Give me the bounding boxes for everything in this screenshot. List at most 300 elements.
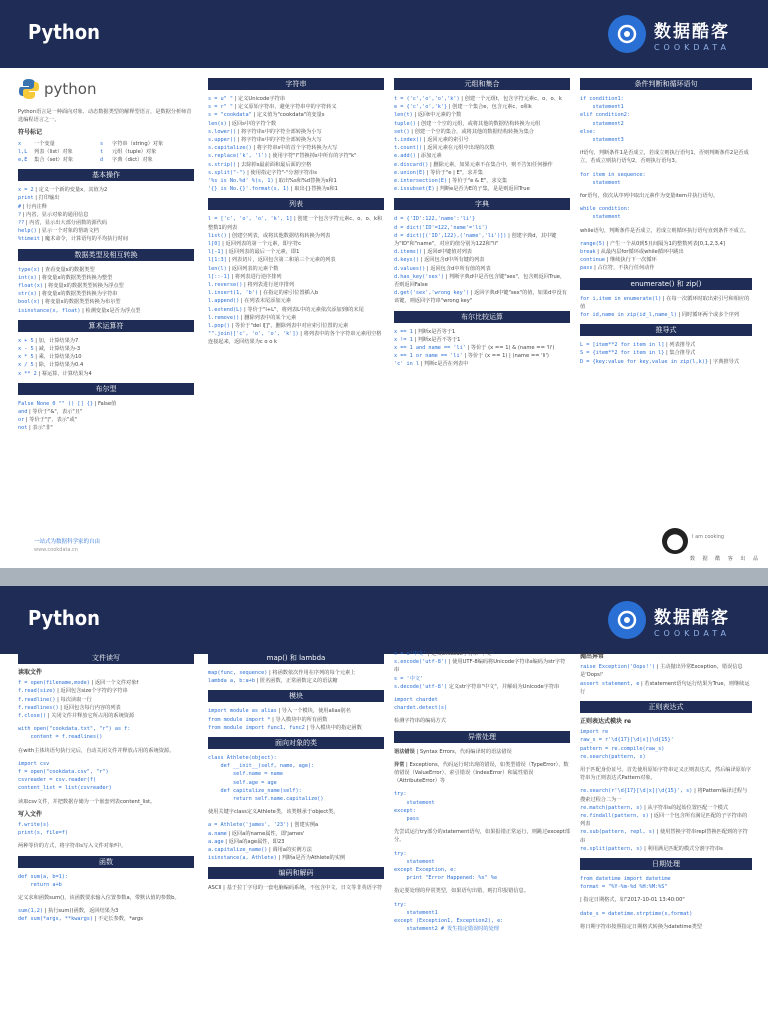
csv-code <box>18 760 194 793</box>
symbol-key: s <box>100 140 104 147</box>
list-item <box>394 256 570 264</box>
code-line: try: <box>394 791 407 798</box>
description: | 判断a是否为Athlete的实例 <box>278 855 346 862</box>
list-item <box>18 345 194 353</box>
list-item <box>18 687 194 695</box>
section-enumerate-title: enumerate() 和 zip() <box>580 278 752 290</box>
list-item <box>208 120 384 128</box>
description: | 等价于"e | E"，求并集 <box>426 169 483 176</box>
list-item <box>208 281 384 289</box>
list-item <box>394 185 570 193</box>
python-logo <box>18 78 194 100</box>
brand-name: 数据酷客 <box>653 21 730 42</box>
code-snippet: re.sub(pattern, repl, s) <box>580 829 655 836</box>
description: | 将变量x的数据类型转换为字符串 <box>38 291 118 298</box>
with-text: 在with主体块语句执行完后，自动关闭文件并释放占用的系统资源。 <box>18 747 175 754</box>
description: | 创建一个元组t，包含字符元素c、o、o、k <box>461 96 562 102</box>
description: | 定义值为"cookdata"的变量s <box>253 112 325 119</box>
code-snippet: for id,name in zip(id_l,name_l) <box>580 312 677 319</box>
list-item <box>208 330 384 346</box>
symbol-row <box>18 156 194 164</box>
code-snippet: break <box>580 249 596 256</box>
description: | 将变量x的数据类型转换为布尔型 <box>41 299 121 306</box>
list-item <box>18 400 194 408</box>
code-snippet: e.add() <box>394 153 416 160</box>
code-snippet: l.append() <box>208 298 240 305</box>
code-line: print "Error Happened: %s" %e <box>394 875 498 882</box>
try-text-2: 指定要处理的异常类型，如果语句出错，则打印报错信息。 <box>394 888 529 895</box>
code-snippet: x ** 2 <box>18 370 37 377</box>
footer-url: www.cookdata.cn <box>34 547 78 553</box>
code-snippet: re.match(pattern, s) <box>580 804 643 811</box>
list-item <box>394 136 570 144</box>
page-title: Python <box>28 606 100 630</box>
raise-list <box>580 663 752 696</box>
python-logo-icon <box>18 78 40 100</box>
list-item <box>394 177 570 185</box>
for-code <box>580 171 752 187</box>
list-item <box>394 152 570 160</box>
description: | 查看变量x的数据类型 <box>41 266 95 273</box>
code-line: return a+b <box>18 881 62 888</box>
list-item <box>580 787 752 803</box>
list-item <box>580 256 752 264</box>
code-snippet: ? <box>18 211 22 218</box>
description: | 打印输出 <box>35 195 60 202</box>
description: | 每次读取一行 <box>57 696 92 703</box>
tuples-list <box>394 95 570 193</box>
list-item <box>18 211 194 219</box>
list-item <box>580 295 752 311</box>
section-codec-title: 编码和解码 <box>208 867 384 879</box>
panda-subtitle: 数 据 酷 客 出 品 <box>690 556 761 562</box>
code-snippet: x != 1 <box>394 336 413 343</box>
code-line: try: <box>394 901 407 908</box>
module-list <box>208 707 384 732</box>
func-text: 定义求和函数sum()，该函数要求输入位置参数a，带默认值的参数b。 <box>18 895 180 902</box>
code-line: self.age = age <box>208 779 277 786</box>
description: | 返回字典d中键"sex"的值，如果d中没有该键，则返回字符串"wrong key" <box>394 290 567 305</box>
section-cond-title: 条件判断和循环语句 <box>580 78 752 90</box>
list-item <box>208 314 384 322</box>
description: | 等价于"e & E"，求交集 <box>448 178 508 185</box>
code-snippet: type(x) <box>18 266 40 273</box>
boolean-list <box>18 400 194 433</box>
section-strings-title: 字符串 <box>208 78 384 90</box>
list-item <box>208 136 384 144</box>
list-item <box>394 224 570 232</box>
description: | 占位符，不执行任何动作 <box>594 265 655 272</box>
code-snippet: bool(x) <box>18 299 40 306</box>
brand-name-en: COOKDATA <box>653 42 730 52</box>
description: | 判断e是否为E的子集，是是则返回True <box>436 186 530 193</box>
description: | 返回列表的元素个数 <box>228 265 279 272</box>
list-item <box>580 264 752 272</box>
description: | 将字符串s中的字符全部转换为大写 <box>237 137 322 144</box>
while-text: while语句，判断条件是否成立，若成立则循环执行语句直到条件不成立。 <box>580 227 750 234</box>
code-snippet: f = open(filename,mode) <box>18 680 90 687</box>
description: | 返回元素在元组中出现的次数 <box>423 145 495 152</box>
code-line: class Athlete(object): <box>208 755 277 762</box>
description: | 创建空列表，或将其他数据结构转换为列表 <box>228 232 331 239</box>
description: | 返回包含d中所有值的列表 <box>426 265 491 272</box>
datetime-text-2: 将日期字符串按照指定日期格式转换为datetime类型 <box>580 923 702 930</box>
code-line: pass <box>394 816 419 823</box>
section-regex-title: 正则表达式 <box>580 701 752 713</box>
if-text: if语句，判断条件1是否成立，若成立则执行语句1，否则判断条件2是否成立，若成立则执行语句2，否则执行语句3。 <box>580 150 749 165</box>
code-snippet: f.close() <box>18 713 47 720</box>
description: | 执行sum()函数，返回结果为3 <box>44 908 119 915</box>
description: | False值 <box>94 400 117 407</box>
code-snippet: float(x) <box>18 283 43 290</box>
description: | 等价于 (x == 1) | (name == 'li') <box>464 353 549 360</box>
description: | 判断c是否在列表中 <box>420 361 469 368</box>
code-snippet: range(5) <box>580 240 605 247</box>
description: | 返回包含size个字符的字符串 <box>57 688 128 695</box>
code-line: date_s = datetime.strptime(s,format) <box>580 910 693 917</box>
list-item <box>580 804 752 812</box>
code-line: statement <box>580 179 621 186</box>
code-snippet: help() <box>18 228 37 235</box>
footer <box>34 537 100 553</box>
list-item <box>208 103 384 111</box>
list-item <box>208 128 384 136</box>
description: | 乘，计算结果为10 <box>35 354 82 361</box>
dicts-list <box>394 215 570 305</box>
brand-name-en: COOKDATA <box>653 628 730 638</box>
code-snippet: s.replace('k', 'l') <box>208 153 268 160</box>
description: | 返回s中的字符个数 <box>228 120 277 127</box>
code-snippet: f.read(size) <box>18 688 56 695</box>
write-file-title: 写入文件 <box>18 810 43 818</box>
intro-text: Python语言是一种面向对象、动态数据类型的解释型语言，是数据分析师首选编程语言之一。 <box>18 109 192 124</box>
list-item <box>394 289 570 305</box>
code-line: elif condition2: <box>580 112 630 119</box>
description: | 减，计算结果为-3 <box>35 346 81 353</box>
list-item <box>208 256 384 264</box>
list-item <box>208 265 384 273</box>
section-boolean-title: 布尔型 <box>18 383 194 395</box>
code-line: statement <box>580 214 621 221</box>
description: | 返回一个包含所有满足匹配的子字符串的列表 <box>580 813 748 828</box>
code-snippet: e.intersection(E) <box>394 178 448 185</box>
description: | 返回a的name属性，即'james' <box>228 830 305 837</box>
code-snippet: %timeit <box>18 236 40 243</box>
list-item <box>208 677 384 685</box>
code-snippet: def sum(*args, **kwargs) <box>18 916 93 923</box>
list-item <box>18 235 194 243</box>
with-code <box>18 725 194 741</box>
code-snippet: f.readline() <box>18 696 56 703</box>
description: | 返回a的age属性，即23 <box>225 838 285 845</box>
brand <box>608 601 730 639</box>
list-item <box>394 265 570 273</box>
code-snippet: 'c' in l <box>394 361 419 368</box>
code-line: return self.name.capitalize() <box>208 796 324 803</box>
file-list <box>18 679 194 720</box>
panda-caption: I am cooking <box>692 534 725 540</box>
description: | 将字符串s中的首个字符转换为大写 <box>253 145 338 152</box>
list-item <box>394 360 570 368</box>
list-item <box>208 846 384 854</box>
code-snippet: l[-1] <box>208 249 224 256</box>
code-line: chardet.detect(s) <box>394 705 448 712</box>
code-snippet: e = {'c','o','k'} <box>394 104 448 111</box>
column-3 <box>394 76 570 374</box>
list-item <box>208 169 384 177</box>
description: | 调用a的实例方法 <box>269 847 312 854</box>
code-snippet: continue <box>580 257 605 264</box>
page-header <box>0 0 768 68</box>
class-list <box>208 821 384 862</box>
code-line: try: <box>394 850 407 857</box>
list-item <box>208 273 384 281</box>
code-snippet: tuple() <box>394 120 416 127</box>
list-item <box>394 215 570 223</box>
symbol-key: e,E <box>18 157 28 164</box>
func-list <box>18 907 194 923</box>
description: | 在每一次循环时取出索引号和相应的值 <box>580 295 750 310</box>
section-module-title: 模块 <box>208 690 384 702</box>
code-snippet: t = ('c','o','o','k') <box>394 96 460 102</box>
code-line: statement1 <box>580 104 624 111</box>
description: | 返回包含每行内容的列表 <box>60 704 121 711</box>
footer-slogan: 一站式为数据科学家的自由 <box>34 539 101 545</box>
description: | 将列表中的各个字符串元素用空格连接起来，返回结果为c o o k <box>208 331 382 346</box>
section-func-title: 函数 <box>18 856 194 868</box>
list-item <box>208 830 384 838</box>
code-snippet: s = u'中文' <box>394 651 427 657</box>
description: | 幂运算，计算结果为4 <box>38 370 92 377</box>
code-snippet: e.union(E) <box>394 169 426 176</box>
code-snippet: pass <box>580 265 593 272</box>
code-snippet: a.capitalize_name() <box>208 847 268 854</box>
description: | 加，计算结果为7 <box>35 337 79 344</box>
section-comp-title: 推导式 <box>580 324 752 336</box>
description: | 使用UTF-8编码将Unicode字符串s编码为str字符串 <box>394 659 566 674</box>
brand-name: 数据酷客 <box>653 607 730 628</box>
list-item <box>208 322 384 330</box>
symbol-row <box>18 140 194 148</box>
code-snippet: a.age <box>208 838 224 845</box>
description: | 魔术命令，计算语句的平均执行时间 <box>41 236 128 243</box>
description: | 导入模块中的指定函数 <box>306 724 362 731</box>
code-snippet: from module import func1, func2 <box>208 724 305 731</box>
code-line: import re <box>580 729 609 736</box>
description: | 内省，显示出大部分函数的源代码 <box>25 220 108 227</box>
list-item <box>18 704 194 712</box>
comp-list <box>580 341 752 366</box>
section-map-title: map() 和 lambda <box>208 652 384 664</box>
list-item <box>18 274 194 282</box>
code-snippet: d.get('sex','wrong key') <box>394 290 469 297</box>
symbols-title: 符号标记 <box>18 129 43 137</box>
code-line: import csv <box>18 760 50 767</box>
code-line: for item in sequence: <box>580 171 646 178</box>
code-snippet: s.strip() <box>208 161 237 168</box>
code-snippet: for i,item in enumerate(l) <box>580 295 662 302</box>
list-item <box>18 194 194 202</box>
description: | 判断字典d中是否包含键"sex"，包含则返回True，否则返回False <box>394 273 566 289</box>
for-text: for语句，依次从序列中取出元素作为变量item并执行语句。 <box>580 193 719 200</box>
regex-text: 用于匹配身份证号。首先使用原始字符串定义正则表达式，然后编译原始字符串为正则表达式Pattern对象。 <box>580 767 752 782</box>
description: | 定义Unicode字符串"中文" <box>427 651 494 657</box>
csv-text: 读取csv文件，并把数据存储为一个嵌套列表content_list。 <box>18 798 156 805</box>
code-snippet: x * 5 <box>18 354 34 361</box>
code-snippet: a.name <box>208 830 227 837</box>
if-code <box>580 95 752 144</box>
list-item <box>18 712 194 720</box>
section-compare-title: 布尔比较运算 <box>394 311 570 323</box>
code-line: pattern = re.compile(raw_s) <box>580 745 665 752</box>
symbol-key: x <box>18 140 22 147</box>
panda-avatar-icon <box>662 528 688 554</box>
code-snippet: print <box>18 195 34 202</box>
list-item <box>18 290 194 298</box>
description: | 将函数依次作用在序列的每个元素上 <box>269 670 356 676</box>
section-types-title: 数据类型及相互转换 <box>18 249 194 261</box>
code-line: statement <box>394 858 435 865</box>
list-item <box>394 232 570 248</box>
code-line: f = open("cookdata.csv", "r") <box>18 769 109 776</box>
try-code-1 <box>394 790 570 823</box>
arith-list <box>18 337 194 378</box>
description: | 使用替换字符串repl替换匹配到的字符串 <box>580 829 748 844</box>
section-dicts-title: 字典 <box>394 198 570 210</box>
description: | 去除掉s最前面和最后面的空格 <box>237 161 312 168</box>
description: | 将字符串s中的字符全部转换为小写 <box>237 128 322 135</box>
description: | 匿名函数，正常函数定义的语法糖 <box>256 678 338 685</box>
code-line: statement3 <box>580 137 624 144</box>
try-code-2 <box>394 850 570 883</box>
description: | 创建字典d，其中键为"ID"和"name"，对应的值分别为122和"li" <box>394 232 557 248</box>
list-item <box>394 95 570 103</box>
basic-list <box>18 186 194 243</box>
list-item <box>580 812 752 828</box>
description: | 列表推导式 <box>665 342 696 349</box>
code-snippet: assert statement, e <box>580 680 640 687</box>
code-snippet: int(x) <box>18 274 37 281</box>
list-item <box>18 679 194 687</box>
code-line: content = f.readlines() <box>18 734 103 741</box>
list-item <box>18 370 194 378</box>
code-line: print(s, file=f) <box>18 830 68 837</box>
description: | 创建实例a <box>290 822 319 829</box>
symbols-list <box>18 140 194 165</box>
code-snippet: re.search(r'\d{17}[\d|x]|\d{15}', s) <box>580 788 693 795</box>
compare-list <box>394 328 570 369</box>
code-snippet: l.reverse() <box>208 282 243 289</box>
list-item <box>580 248 752 256</box>
description: | 等价于"del l[]"，删除列表中对应索引位置的元素 <box>231 323 349 330</box>
list-item <box>208 161 384 169</box>
list-item <box>394 344 570 352</box>
description: | 删除列表中的某个元素 <box>240 314 297 321</box>
code-snippet: and <box>18 409 28 416</box>
code-snippet: d = dict([('ID',122),('name','li')]) <box>394 232 507 239</box>
code-snippet: or <box>18 417 25 424</box>
code-snippet: x = 2 <box>18 187 34 194</box>
code-snippet: s.split("-") <box>208 169 246 176</box>
code-snippet: x / 5 <box>18 362 34 369</box>
column-1 <box>18 76 194 438</box>
description: | 使用字符"l"替换掉s中所有的字符"k" <box>269 153 357 160</box>
list-item <box>18 219 194 227</box>
code-snippet: l[0] <box>208 241 221 248</box>
description: | 字典推导式 <box>709 358 740 365</box>
code-snippet: t.count() <box>394 145 423 152</box>
page-title: Python <box>28 20 100 44</box>
section-except-title: 异常处理 <box>394 731 570 743</box>
list-item <box>208 669 384 677</box>
python-logo-text: python <box>44 79 97 98</box>
list-item <box>580 680 752 696</box>
code-snippet: t.index() <box>394 137 423 144</box>
strings-list <box>208 95 384 193</box>
section-datetime-title: 日期处理 <box>580 858 752 870</box>
list-item <box>208 215 384 231</box>
description: | 判断x是否等于1 <box>414 328 456 335</box>
code-line: with open("cookdata.txt", "r") as f: <box>18 726 131 733</box>
code-snippet: d.keys() <box>394 257 419 264</box>
write-code <box>18 821 194 837</box>
chardet-code <box>394 696 570 712</box>
description: | 定义原始字符串，避免字符串中的字符转义 <box>234 104 337 111</box>
symbol-desc: 字符串（string）对象 <box>112 140 164 147</box>
code-snippet: S = {item**2 for item in l} <box>580 350 665 357</box>
list-item <box>18 408 194 416</box>
list-item <box>394 161 570 169</box>
func-code <box>18 873 194 889</box>
code-snippet: map(func, sequence) <box>208 670 268 676</box>
list-item <box>394 248 570 256</box>
code-snippet: f.readlines() <box>18 704 59 711</box>
list-item <box>18 282 194 290</box>
lists-list <box>208 215 384 346</box>
code-snippet: l.extend(L) <box>208 306 243 313</box>
description: | 同时循环两个或多个序列 <box>678 312 739 319</box>
list-item <box>208 724 384 732</box>
class-text: 使用关键字class定义Athlete类，该类继承于object类。 <box>208 809 339 816</box>
list-item <box>18 227 194 235</box>
description: | 从最内层for循环或while循环中跳出 <box>597 249 684 256</box>
list-item <box>208 240 384 248</box>
code-line: statement1 <box>394 909 438 916</box>
description: | 使用指定字符"-"分割字符串s <box>247 169 317 176</box>
brand <box>608 15 730 53</box>
code-snippet: d.values() <box>394 265 426 272</box>
column-2 <box>208 76 384 352</box>
code-snippet: '%s is No.%d' %(s, 1) <box>208 178 274 185</box>
description: | 返回一个文件对象f <box>91 680 139 687</box>
code-snippet: L = [item**2 for item in l] <box>580 342 665 349</box>
column-4 <box>580 76 752 371</box>
list-item <box>394 658 570 674</box>
code-line: def capitalize_name(self): <box>208 787 302 794</box>
code-line: import chardet <box>394 697 438 704</box>
code-line: content_list = list(csvreader) <box>18 785 112 792</box>
code-snippet: False None 0 "" () [] {} <box>18 400 93 407</box>
list-item <box>18 696 194 704</box>
code-line: raw_s = r'\d{17}[\d|x]|\d{15}' <box>580 737 674 744</box>
code-snippet: l[1:3] <box>208 257 227 264</box>
list-item <box>394 336 570 344</box>
description: | 返回d中键值对列表 <box>423 249 472 256</box>
list-item <box>394 144 570 152</box>
code-snippet: s = "cookdata" <box>208 112 252 119</box>
list-item <box>208 289 384 297</box>
list-item <box>208 111 384 119</box>
